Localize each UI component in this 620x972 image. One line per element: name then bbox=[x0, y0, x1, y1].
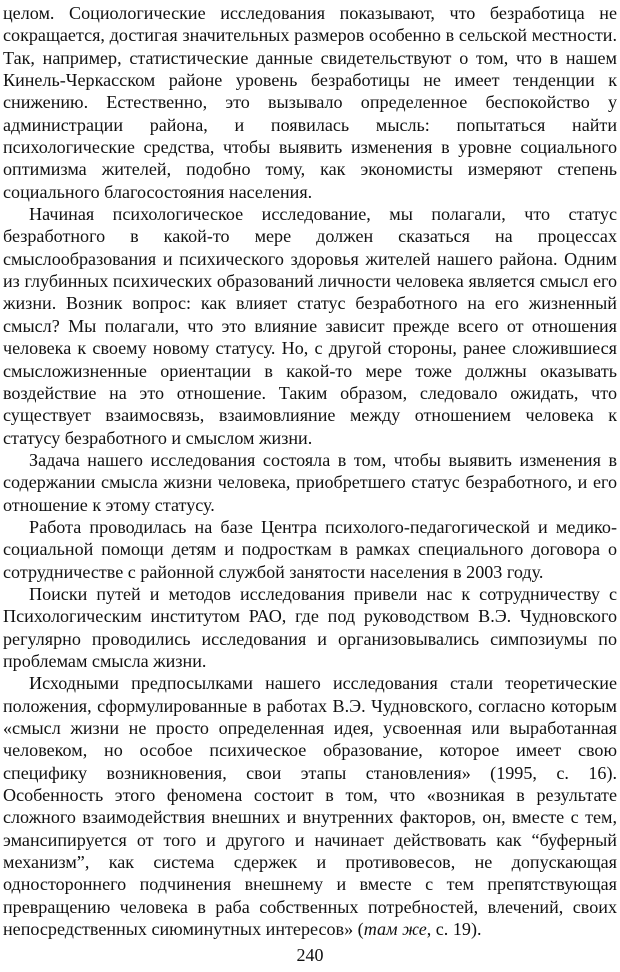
paragraph-2: Начиная психологическое исследование, мы полагали, что статус безработного в какой-то мере должен сказаться на процессах смыслообразования и психического здоровья жителей нашего района. Одним из глубинных психических образований личности человека является смысл его жизни. Возник вопрос: как влияет статус безработного на его жизненный смысл? Мы полагали, что это влияние зависит прежде всего от отношения человека к своему новому статусу. Но, с другой стороны, ранее сложившиеся смысложизненные ориентации в какой-то мере тоже должны оказывать воздействие на это отношение. Таким образом, следовало ожидать, что существует взаимосвязь, взаимовлияние между отношением человека к статусу безработного и смыслом жизни. bbox=[3, 204, 617, 448]
citation-rest: , с. 19). bbox=[426, 919, 482, 940]
page-number: 240 bbox=[296, 945, 324, 965]
paragraph-3: Задача нашего исследования состояла в том, чтобы выявить изменения в содержании смысла жизни человека, приобретшего статус безработного, и его отношение к этому статусу. bbox=[3, 449, 617, 515]
paragraph-4: Работа проводилась на базе Центра психолого-педагогической и медико-социальной помощи детям и подросткам в рамках специального договора о сотрудничестве с районной службой занятости населения в 2003 году. bbox=[3, 516, 617, 582]
paragraph-5: Поиски путей и методов исследования привели нас к сотрудничеству с Психологическим институтом РАО, где под руководством В.Э. Чудновского регулярно проводились исследования и организовывались симпозиумы по проблемам смысла жизни. bbox=[3, 583, 617, 671]
paragraph-6-text: Исходными предпосылками нашего исследования стали теоретические положения, сформулированные в работах В.Э. Чудновского, согласно которым «смысл жизни не просто определенная идея, усвоенная или выработанная человеком, но особое психическое образование, которое имеет свою специфику возникновения, свои этапы становления» (1995, с. 16). Особенность этого феномена состоит в том, что «возникая в результате сложного взаимодействия внешних и внутренних факторов, он, вместе с тем, эмансипируется от того и другого и начинает действовать как “буферный механизм”, как система сдержек и противовесов, не допускающая одностороннего подчинения внешнему и вместе с тем препятствующая превращению человека в раба собственных потребностей, влечений, своих непосредственных сиюминутных интересов» ( bbox=[3, 673, 617, 940]
paragraph-1: целом. Социологические исследования показывают, что безработица не сокращается, достигая значительных размеров особенно в сельской местности. Так, например, статистические данные свидетельствуют о том, что в нашем Кинель-Черкасском районе уровень безработицы не имеет тенденции к снижению. Естественно, это вызывало определенное беспокойство у администрации района, и появилась мысль: попытаться найти психологические средства, чтобы выявить изменения в уровне социального оптимизма жителей, подобно тому, как экономисты измеряют степень социального благосостояния населения. bbox=[3, 3, 617, 202]
citation-italic: там же bbox=[363, 919, 427, 940]
paragraph-6 bbox=[3, 672, 617, 940]
